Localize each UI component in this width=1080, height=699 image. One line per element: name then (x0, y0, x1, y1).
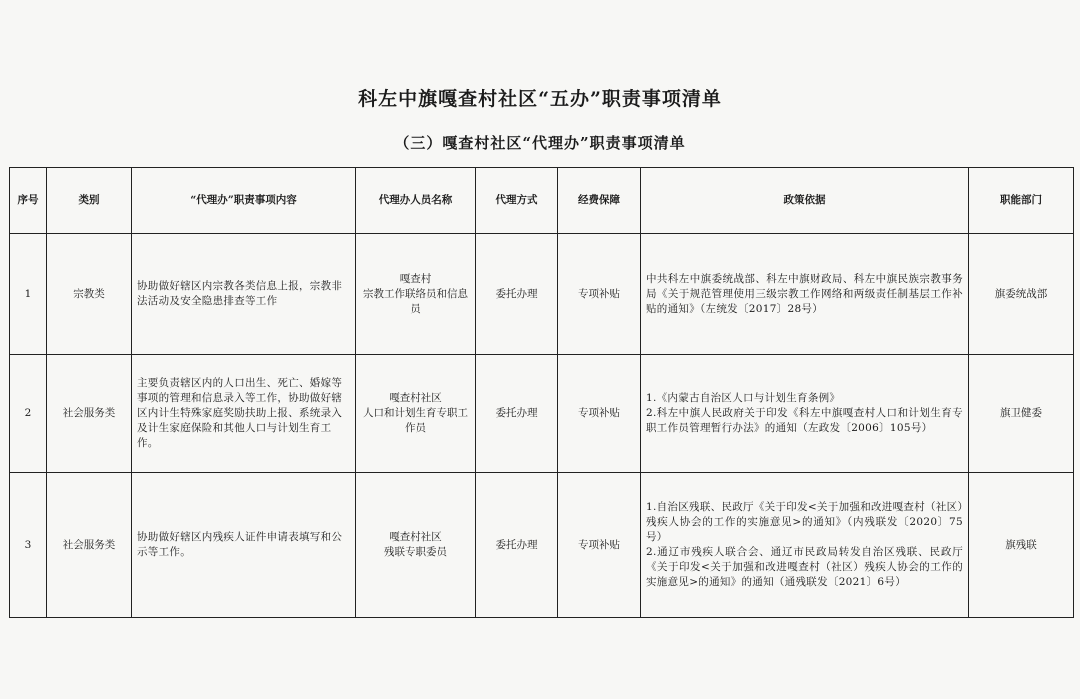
cell-content: 主要负责辖区内的人口出生、死亡、婚嫁等事项的管理和信息录入等工作，协助做好辖区内计生特殊家庭奖励扶助上报、系统录入及计生家庭保险和其他人口与计划生育工作。 (132, 355, 356, 473)
cell-agent (356, 473, 476, 618)
cell-category: 宗教类 (47, 234, 132, 355)
header-method: 代理方式 (476, 168, 558, 234)
cell-agent (356, 355, 476, 473)
agent-line: 嘎查村 (399, 272, 432, 285)
table-row (10, 355, 1074, 473)
header-agent: 代理办人员名称 (356, 168, 476, 234)
cell-dept: 旗残联 (969, 473, 1074, 618)
policy-line: 中共科左中旗委统战部、科左中旗财政局、科左中旗民族宗教事务局《关于规范管理使用三级宗教工作网络和两级责任制基层工作补贴的通知》（左统发〔2017〕28号） (646, 272, 963, 315)
cell-method: 委托办理 (476, 355, 558, 473)
duty-list-table (9, 167, 1074, 618)
header-category: 类别 (47, 168, 132, 234)
cell-agent (356, 234, 476, 355)
table-row (10, 473, 1074, 618)
cell-funding: 专项补贴 (558, 473, 641, 618)
cell-method: 委托办理 (476, 473, 558, 618)
document-title: 科左中旗嘎查村社区“五办”职责事项清单 (358, 88, 722, 110)
cell-seq: 1 (10, 234, 47, 355)
cell-policy (641, 234, 969, 355)
agent-line: 人口和计划生育专职工作员 (363, 407, 468, 434)
cell-funding: 专项补贴 (558, 234, 641, 355)
agent-line: 嘎查村社区 (389, 531, 442, 543)
cell-seq: 2 (10, 355, 47, 473)
header-seq: 序号 (10, 168, 47, 234)
cell-policy (641, 355, 969, 473)
cell-method: 委托办理 (476, 234, 558, 355)
header-content: “代理办”职责事项内容 (132, 168, 356, 234)
header-dept: 职能部门 (969, 168, 1074, 234)
policy-line: 2.科左中旗人民政府关于印发《科左中旗嘎查村人口和计划生育专职工作员管理暂行办法》的通知（左政发〔2006〕105号） (646, 407, 963, 434)
cell-dept: 旗委统战部 (969, 234, 1074, 355)
cell-content: 协助做好辖区内残疾人证件申请表填写和公示等工作。 (132, 473, 356, 618)
cell-funding: 专项补贴 (558, 355, 641, 473)
cell-policy (641, 473, 969, 618)
cell-content: 协助做好辖区内宗教各类信息上报，宗教非法活动及安全隐患排查等工作 (132, 234, 356, 355)
cell-seq: 3 (10, 473, 47, 618)
document-subtitle: （三）嘎查村社区“代理办”职责事项清单 (394, 134, 686, 152)
policy-line: 1.《内蒙古自治区人口与计划生育条例》 (646, 392, 841, 404)
agent-line: 嘎查村社区 (389, 392, 442, 404)
cell-category: 社会服务类 (47, 473, 132, 618)
policy-line: 1.自治区残联、民政厅《关于印发<关于加强和改进嘎查村（社区）残疾人协会的工作的实施意见>的通知》（内残联发〔2020〕75号） (646, 501, 963, 543)
header-funding: 经费保障 (558, 168, 641, 234)
agent-line: 残联专职委员 (384, 546, 447, 558)
table-header-row (10, 168, 1074, 234)
policy-line: 2.通辽市残疾人联合会、通辽市民政局转发自治区残联、民政厅《关于印发<关于加强和改进嘎查村（社区）残疾人协会的工作的实施意见>的通知》的通知（通残联发〔2021〕6号） (646, 546, 963, 588)
header-policy: 政策依据 (641, 168, 969, 234)
cell-category: 社会服务类 (47, 355, 132, 473)
cell-dept: 旗卫健委 (969, 355, 1074, 473)
agent-line: 宗教工作联络员和信息员 (363, 287, 468, 315)
table-row (10, 234, 1074, 355)
